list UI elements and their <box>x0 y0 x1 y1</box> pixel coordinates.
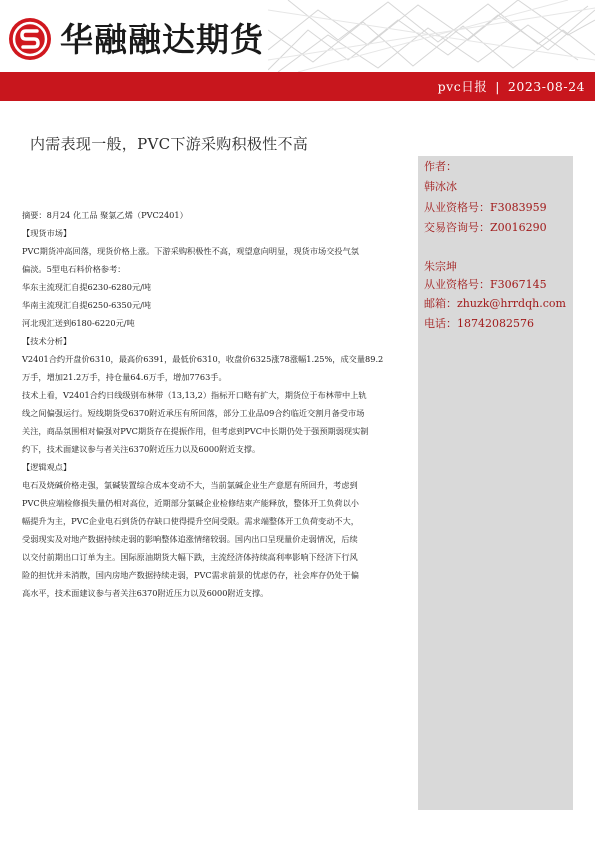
paragraph-line: 偏淡。5型电石料价格参考： <box>22 264 126 274</box>
author-phone-2: 电话：18742082576 <box>424 317 534 330</box>
section-title-logic: 【逻辑观点】 <box>22 462 72 472</box>
author-consult-1: 交易咨询号：Z0016290 <box>424 221 547 234</box>
author-name-1: 韩冰冰 <box>424 180 457 193</box>
paragraph-line: V2401合约开盘价6310，最高价6391，最低价6310，收盘价6325涨78涨幅1.25%，成交量89.2 <box>22 354 384 364</box>
author-sidebar <box>418 156 573 810</box>
page-header <box>0 0 595 72</box>
paragraph-line: PVC期货冲高回落，现货价格上涨。下游采购积极性不高，观望意向明显，现货市场交投气氛 <box>22 246 359 256</box>
paragraph-line: 技术上看，V2401合约日线级别布林带（13,13,2）指标开口略有扩大，期货位于布林带中上轨 <box>22 390 367 400</box>
paragraph-line: 约下，技术面建议参与者关注6370附近压力以及6000附近支撑。 <box>22 444 261 454</box>
company-logo-icon <box>9 18 51 60</box>
report-body <box>22 206 406 602</box>
author-name-2: 朱宗坤 <box>424 260 457 273</box>
author-label: 作者： <box>424 160 457 173</box>
author-qualification-1: 从业资格号：F3083959 <box>424 201 547 214</box>
section-title-technical: 【技术分析】 <box>22 336 72 346</box>
page-title: 内需表现一般，PVC下游采购积极性不高 <box>30 135 309 153</box>
meta-separator: | <box>495 79 500 94</box>
report-type: pvc日报 <box>437 79 488 94</box>
paragraph-line: 关注，商品氛围相对偏强对PVC期货存在提振作用，但考虑到PVC中长期仍处于强预期弱现实制 <box>22 426 369 436</box>
summary-line: 摘要：8月24 化工品 聚氯乙烯（PVC2401） <box>22 210 188 220</box>
header-decoration <box>268 0 595 72</box>
report-meta <box>438 72 585 101</box>
paragraph-line: PVC供应端检修损失量仍相对高位，近期部分氯碱企业检修结束产能释放，整体开工负荷以小 <box>22 498 359 508</box>
paragraph-line: 高水平，技术面建议参与者关注6370附近压力以及6000附近支撑。 <box>22 588 269 598</box>
brand-name: 华融融达期货 <box>60 20 264 59</box>
paragraph-line: 险的担忧并未消散，国内房地产数据持续走弱，PVC需求前景的忧虑仍存，社会库存仍处于偏 <box>22 570 359 580</box>
section-title-spot: 【现货市场】 <box>22 228 72 238</box>
paragraph-line: 线之间偏强运行。短线期货受6370附近承压有所回落，部分工业品09合约临近交割月备受市场 <box>22 408 365 418</box>
paragraph-line: 万手，增加21.2万手，持仓量64.6万手，增加7763手。 <box>22 372 227 382</box>
paragraph-line: 幅提升为主，PVC企业电石到货仍存缺口使得提升空间受限。需求端整体开工负荷变动不大， <box>22 516 359 526</box>
report-date: 2023-08-24 <box>507 79 585 94</box>
paragraph-line: 以交付前期出口订单为主。国际原油期货大幅下跌，主流经济体持续高利率影响下经济下行风 <box>22 552 358 562</box>
paragraph-line: 电石及烧碱价格走强，氯碱装置综合成本变动不大，当前氯碱企业生产意愿有所回升，考虑到 <box>22 480 358 490</box>
author-email-2: 邮箱：zhuzk@hrrdqh.com <box>424 297 566 310</box>
price-line: 河北现汇送到6180-6220元/吨 <box>22 318 135 328</box>
paragraph-line: 受弱现实及对地产数据持续走弱的影响整体追涨情绪较弱。国内出口呈现量价走弱情况，后续 <box>22 534 358 544</box>
price-line: 华东主流现汇自提6230-6280元/吨 <box>22 282 152 292</box>
author-qualification-2: 从业资格号：F3067145 <box>424 278 547 291</box>
price-line: 华南主流现汇自提6250-6350元/吨 <box>22 300 152 310</box>
